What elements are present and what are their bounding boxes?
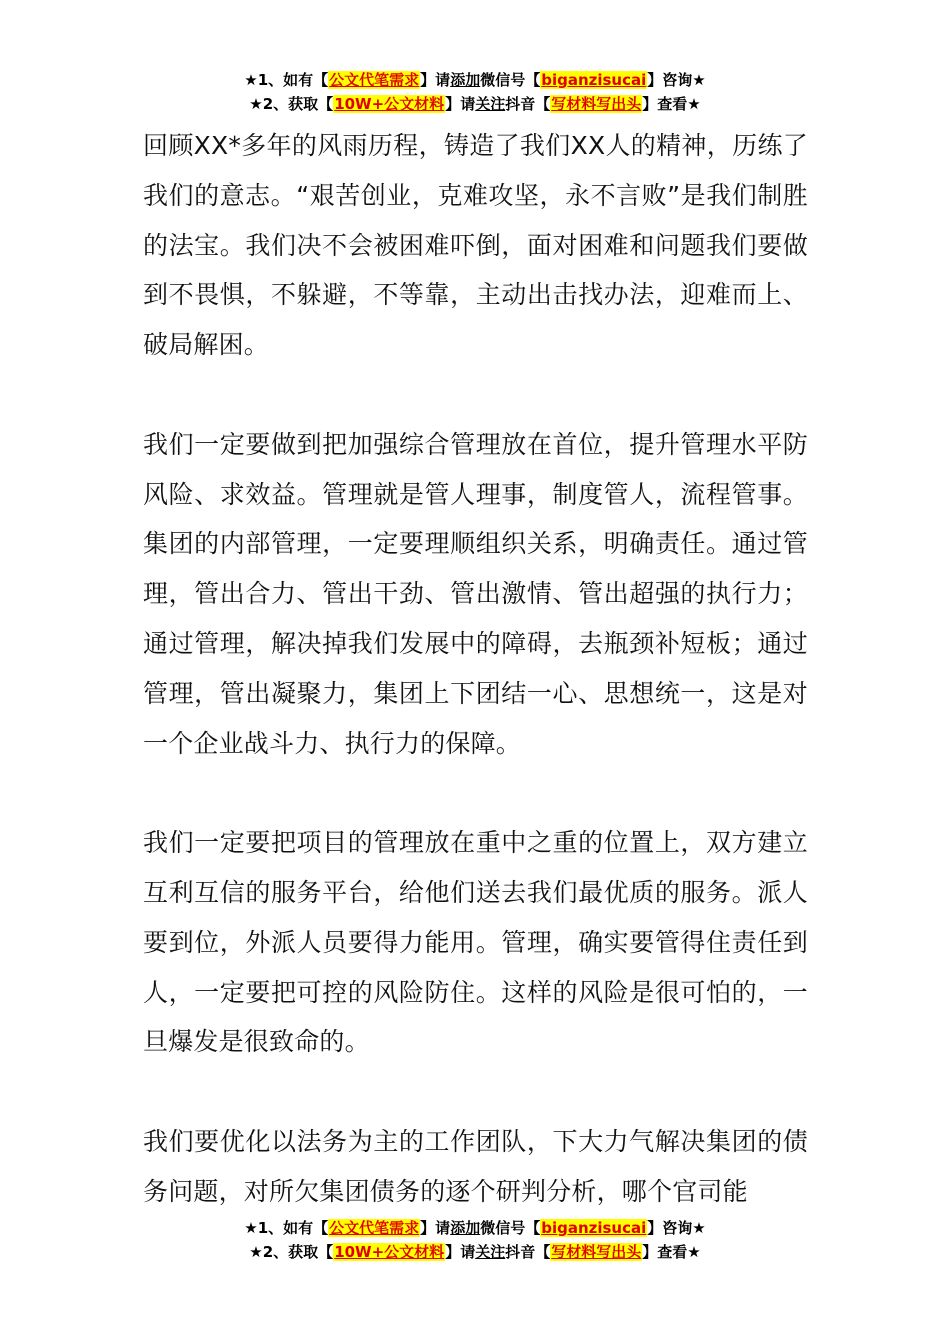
highlight-service: 公文代笔需求: [329, 1219, 420, 1237]
banner-line-1: ★1、如有【公文代笔需求】请添加微信号【biganzisucai】咨询★: [244, 1219, 706, 1237]
highlight-materials: 10W+公文材料: [334, 95, 445, 113]
paragraph-4: 我们要优化以法务为主的工作团队，下大力气解决集团的债务问题，对所欠集团债务的逐个研判分析，哪个官司能: [143, 1126, 808, 1206]
highlight-wechat-id: biganzisucai: [541, 1219, 647, 1237]
banner-line-2: ★2、获取【10W+公文材料】请关注抖音【写材料写出头】查看★: [249, 1243, 701, 1261]
header-banner: [0, 68, 950, 116]
highlight-materials: 10W+公文材料: [334, 1243, 445, 1261]
paragraph-3: 我们一定要把项目的管理放在重中之重的位置上，双方建立互利互信的服务平台，给他们送去我们最优质的服务。派人要到位，外派人员要得力能用。管理，确实要管得住责任到人，一定要把可控的风险防住。这样的风险是很可怕的，一旦爆发是很致命的。: [143, 828, 808, 1057]
paragraph-2: 我们一定要做到把加强综合管理放在首位，提升管理水平防风险、求效益。管理就是管人理事，制度管人，流程管事。集团的内部管理，一定要理顺组织关系，明确责任。通过管理，管出合力、管出干劲、管出激情、管出超强的执行力；通过管理，解决掉我们发展中的障碍，去瓶颈补短板；通过管理，管出凝聚力，集团上下团结一心、思想统一，这是对一个企业战斗力、执行力的保障。: [143, 429, 808, 758]
highlight-douyin-account: 写材料写出头: [551, 1243, 642, 1261]
banner-line-1: ★1、如有【公文代笔需求】请添加微信号【biganzisucai】咨询★: [244, 71, 706, 89]
footer-banner: [0, 1216, 950, 1264]
banner-line-2: ★2、获取【10W+公文材料】请关注抖音【写材料写出头】查看★: [249, 95, 701, 113]
highlight-wechat-id: biganzisucai: [541, 71, 647, 89]
highlight-douyin-account: 写材料写出头: [551, 95, 642, 113]
highlight-service: 公文代笔需求: [329, 71, 420, 89]
document-body: [143, 121, 808, 1266]
paragraph-1: 回顾XX*多年的风雨历程，铸造了我们XX人的精神，历练了我们的意志。“艰苦创业，克难攻坚，永不言败”是我们制胜的法宝。我们决不会被困难吓倒，面对困难和问题我们要做到不畏惧，不躲避，不等靠，主动出击找办法，迎难而上、破局解困。: [143, 131, 808, 360]
